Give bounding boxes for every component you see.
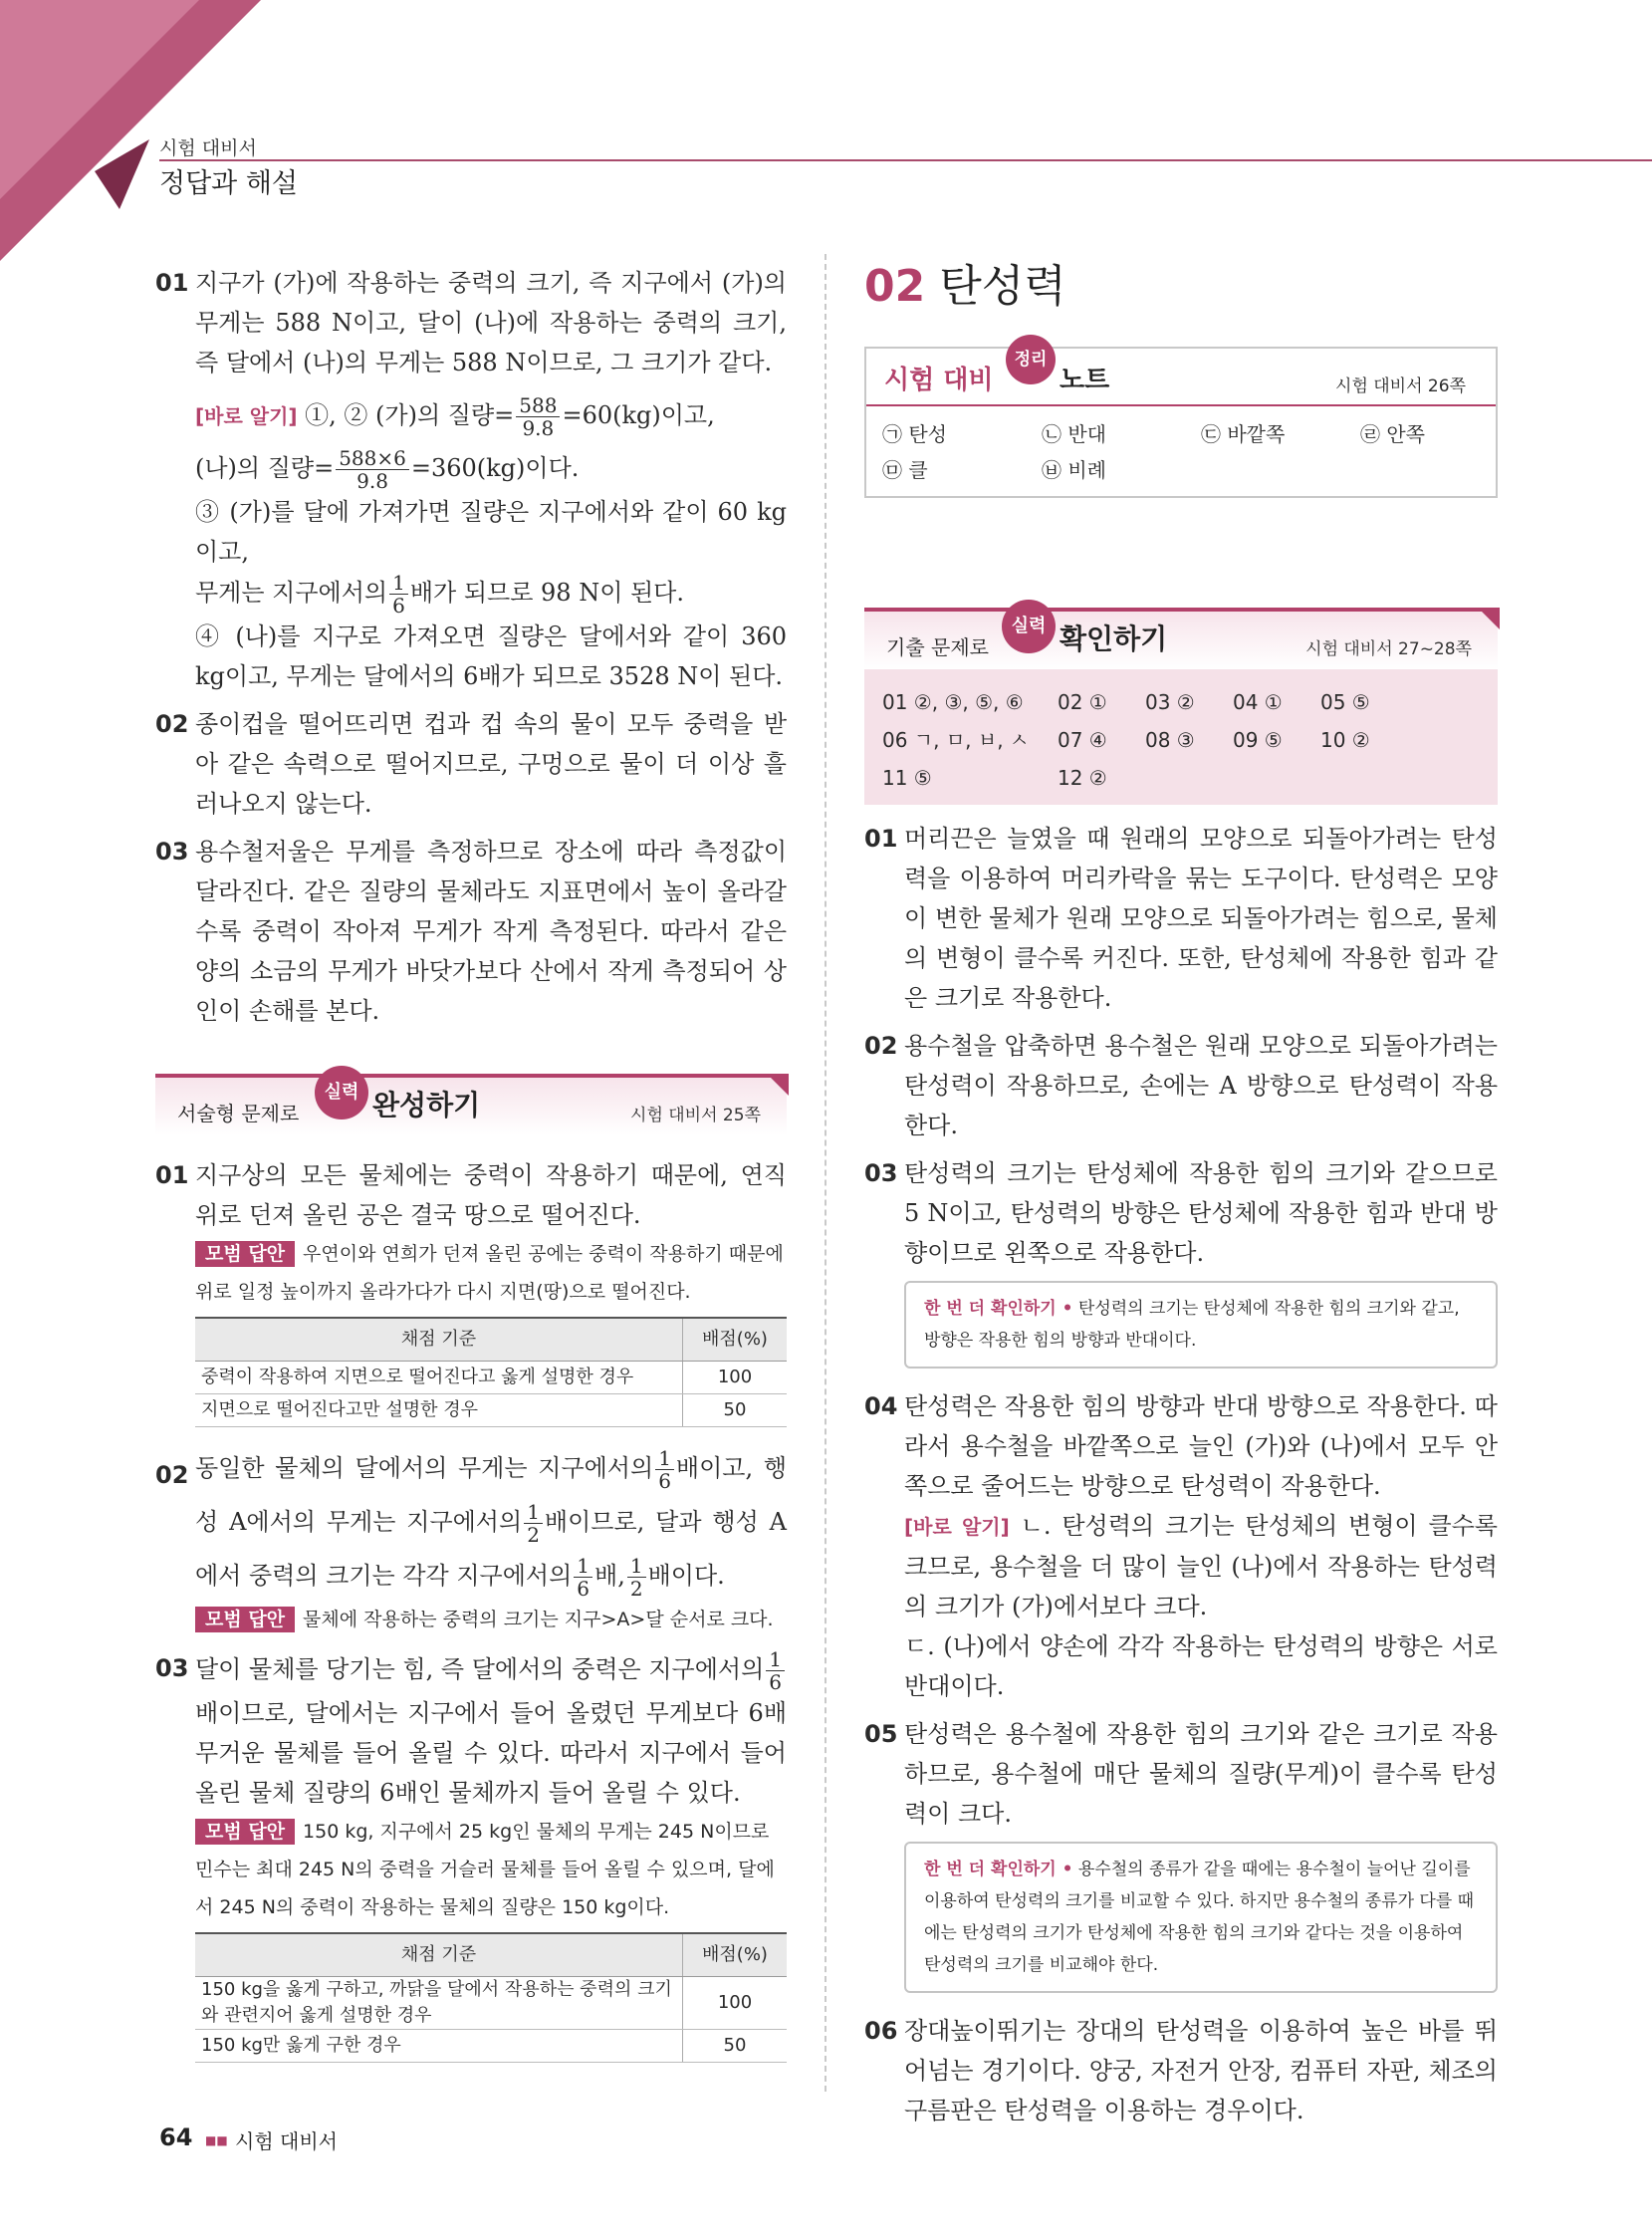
section-label: 서술형 문제로	[177, 1102, 300, 1125]
section-label: 기출 문제로	[886, 635, 989, 659]
fraction: $\frac{1}{2}$	[627, 1555, 646, 1600]
answer-key: 07 ④	[1058, 728, 1107, 752]
table-row	[195, 2030, 787, 2063]
note-title-a: 시험 대비	[884, 366, 994, 395]
note-item: ㉢ 바깥쪽	[1201, 422, 1286, 446]
table-row	[195, 1977, 787, 2030]
model-answer	[155, 1813, 787, 1926]
fraction: $\frac{1}{6}$	[766, 1648, 785, 1693]
model-answer-text: 우연이와 연희가 던져 올린 공에는 중력이 작용하기 때문에 위로 일정 높이까지 올라가다가 다시 지면(땅)으로 떨어진다.	[195, 1243, 784, 1303]
header-divider	[159, 159, 1652, 161]
fold-icon	[767, 1074, 789, 1096]
table-header: 배점(%)	[683, 1933, 788, 1977]
answer-key: 04 ①	[1233, 690, 1283, 714]
item-number: 03	[155, 1654, 189, 1682]
table-cell: 지면으로 떨어진다고만 설명한 경우	[195, 1394, 683, 1427]
table-cell: 100	[683, 1977, 788, 2030]
section-ref: 시험 대비서 27~28쪽	[1305, 639, 1472, 659]
model-answer	[155, 1235, 787, 1311]
section-ref: 시험 대비서 26쪽	[1335, 376, 1466, 396]
item-text: 용수철저울은 무게를 측정하므로 장소에 따라 측정값이 달라진다. 같은 질량의 물체라도 지표면에서 높이 올라갈수록 중력이 작아져 무게가 작게 측정된다. 따라서 같은 양의 소금의 무게가 바닷가보다 산에서 작게 측정되어 상인이 손해를 본다.	[195, 838, 787, 1025]
section-ref: 시험 대비서 25쪽	[630, 1106, 761, 1125]
fold-icon	[1478, 608, 1500, 629]
badge-icon: 정리	[1006, 335, 1056, 384]
line-text: ㄴ. 탄성력의 크기는 탄성체의 변형이 클수록 크므로, 용수철을 더 많이 늘인 (나)에서 작용하는 탄성력의 크기가 (가)에서보다 크다.	[904, 1512, 1498, 1620]
item-text: 용수철을 압축하면 용수철은 원래 모양으로 되돌아가려는 탄성력이 작용하므로, 손에는 A 방향으로 탄성력이 작용한다.	[904, 1032, 1498, 1139]
check-again-box	[904, 1281, 1498, 1369]
table-cell: 100	[683, 1362, 788, 1394]
badge-icon: 실력	[315, 1066, 368, 1120]
note-item: ㉣ 안쪽	[1360, 422, 1425, 446]
item-text: 머리끈은 늘였을 때 원래의 모양으로 되돌아가려는 탄성력을 이용하여 머리카락을 묶는 도구이다. 탄성력은 모양이 변한 물체가 원래 모양으로 되돌아가려는 힘으로, 물체의 변형이 클수록 커진다. 또한, 탄성체에 작용한 힘과 같은 크기로 작용한다.	[904, 825, 1498, 1012]
check-again-box	[904, 1842, 1498, 1993]
table-row	[195, 1394, 787, 1427]
item-number: 03	[864, 1159, 898, 1187]
chapter-name: 탄성력	[939, 261, 1066, 312]
answer-key: 12 ②	[1058, 766, 1107, 790]
line-text: =60(kg)이고,	[562, 401, 715, 429]
item-text: 탄성력의 크기는 탄성체에 작용한 힘의 크기와 같으므로 5 N이고, 탄성력의 방향은 탄성체에 작용한 힘과 반대 방향이므로 왼쪽으로 작용한다.	[904, 1159, 1498, 1267]
model-answer-tag: 모범 답안	[195, 1819, 295, 1845]
check-again-text: 탄성력의 크기는 탄성체에 작용한 힘의 크기와 같고, 방향은 작용한 힘의 방향과 반대이다.	[924, 1299, 1460, 1351]
item-number: 05	[864, 1720, 898, 1748]
item-text: 탄성력은 용수철에 작용한 힘의 크기와 같은 크기로 작용하므로, 용수철에 매단 물체의 질량(무게)이 클수록 탄성력이 크다.	[904, 1720, 1498, 1828]
page-number: 64	[159, 2123, 193, 2151]
baro-label: [바로 알기]	[195, 404, 298, 428]
exam-item-05	[864, 1714, 1498, 1834]
line-text: (나)의 질량=	[195, 454, 335, 482]
answer-key-grid	[882, 683, 1480, 797]
item-number: 02	[864, 1032, 898, 1060]
table-cell: 150 kg을 옳게 구하고, 까닭을 달에서 작용하는 중력의 크기와 관련지어 옳게 설명한 경우	[195, 1977, 683, 2030]
descriptive-item-01	[155, 1155, 787, 1235]
line-text: 배가 되므로 98 N이 된다.	[409, 579, 684, 607]
item-text: 지구가 (가)에 작용하는 중력의 크기, 즉 지구에서 (가)의 무게는 588 N이고, 달이 (나)에 작용하는 중력의 크기, 즉 달에서 (나)의 무게는 588 N이므로, 그 크기가 같다.	[195, 269, 787, 376]
model-answer-text: 150 kg, 지구에서 25 kg인 물체의 무게는 245 N이므로 민수는 최대 245 N의 중력을 거슬러 물체를 들어 올릴 수 있으며, 달에서 245 N의 중력이 작용하는 물체의 질량은 150 kg이다.	[195, 1821, 775, 1918]
summary-note-box	[864, 347, 1498, 498]
table-header: 채점 기준	[195, 1318, 683, 1362]
column-divider	[825, 254, 826, 2092]
bullet-icon: ■■	[205, 2133, 228, 2147]
answer-key: 08 ③	[1145, 728, 1195, 752]
item-number: 02	[155, 1461, 189, 1489]
exam-item-02	[864, 1026, 1498, 1145]
footer-label: 시험 대비서	[235, 2129, 338, 2153]
section-title: 확인하기	[1060, 622, 1168, 655]
exam-item-04	[864, 1386, 1498, 1706]
item-number: 01	[864, 825, 898, 853]
table-cell: 150 kg만 옳게 구한 경우	[195, 2030, 683, 2063]
badge-icon: 실력	[1002, 600, 1056, 653]
answer-key: 02 ①	[1058, 690, 1107, 714]
right-column	[864, 257, 1498, 2138]
answer-item-01	[155, 263, 787, 696]
answer-item-02	[155, 704, 787, 824]
note-items	[866, 406, 1496, 496]
note-item: ㉡ 반대	[1042, 422, 1106, 446]
header-title: 정답과 해설	[159, 168, 298, 199]
item-text: 종이컵을 떨어뜨리면 컵과 컵 속의 물이 모두 중력을 받아 같은 속력으로 떨어지므로, 구멍으로 물이 더 이상 흘러나오지 않는다.	[195, 710, 787, 818]
line-text: ④ (나)를 지구로 가져오면 질량은 달에서와 같이 360 kg이고, 무게는 달에서의 6배가 되므로 3528 N이 된다.	[195, 622, 787, 690]
line-text: 무게는 지구에서의	[195, 579, 388, 607]
note-item: ㉠ 탄성	[882, 422, 947, 446]
line-text: 달이 물체를 당기는 힘, 즉 달에서의 중력은 지구에서의	[195, 1655, 765, 1683]
line-text: 배이고, 행성 A에서의 무게는 지구에서의	[195, 1454, 788, 1536]
item-text: 지구상의 모든 물체에는 중력이 작용하기 때문에, 연직 위로 던져 올린 공은 결국 땅으로 떨어진다.	[195, 1161, 787, 1229]
model-answer	[155, 1601, 787, 1638]
note-item: ㉥ 비례	[1042, 458, 1106, 482]
check-again-label: 한 번 더 확인하기 •	[924, 1860, 1073, 1879]
baro-label: [바로 알기]	[904, 1515, 1010, 1539]
model-answer-tag: 모범 답안	[195, 1607, 295, 1632]
fraction: $\frac{1}{6}$	[574, 1555, 592, 1600]
grading-table	[195, 1317, 787, 1427]
exam-item-06	[864, 2011, 1498, 2130]
answer-key: 09 ⑤	[1233, 728, 1283, 752]
check-again-text: 용수철의 종류가 같을 때에는 용수철이 늘어난 길이를 이용하여 탄성력의 크기를 비교할 수 있다. 하지만 용수철의 종류가 다를 때에는 탄성력의 크기가 탄성체에 작용한 힘의 크기와 같다는 것을 이용하여 탄성력의 크기를 비교해야 한다.	[924, 1860, 1475, 1975]
item-text: 탄성력은 작용한 힘의 방향과 반대 방향으로 작용한다. 따라서 용수철을 바깥쪽으로 늘인 (가)와 (나)에서 모두 안쪽으로 줄어드는 방향으로 탄성력이 작용한다.	[904, 1392, 1498, 1500]
answer-key: 01 ②, ③, ⑤, ⑥	[882, 690, 1024, 714]
model-answer-text: 물체에 작용하는 중력의 크기는 지구>A>달 순서로 크다.	[303, 1609, 774, 1630]
table-cell: 중력이 작용하여 지면으로 떨어진다고 옳게 설명한 경우	[195, 1362, 683, 1394]
line-text: ③ (가)를 달에 가져가면 질량은 지구에서와 같이 60 kg이고,	[195, 498, 787, 566]
chapter-title	[864, 257, 1498, 317]
exam-item-01	[864, 819, 1498, 1018]
fraction: $\frac{588}{9.8}$	[516, 394, 560, 439]
descriptive-item-02	[155, 1441, 787, 1603]
corner-decoration	[0, 0, 269, 261]
check-again-label: 한 번 더 확인하기 •	[924, 1299, 1073, 1319]
line-text: 동일한 물체의 달에서의 무게는 지구에서의	[195, 1454, 654, 1482]
line-text: 배이므로, 달에서는 지구에서 들어 올렸던 무게보다 6배 무거운 물체를 들어 올릴 수 있다. 따라서 지구에서 들어 올린 물체 질량의 6배인 물체까지 들어 올릴 수 있다.	[195, 1699, 787, 1807]
line-text: ㄷ. (나)에서 양손에 각각 작용하는 탄성력의 방향은 서로 반대이다.	[904, 1632, 1498, 1700]
table-cell: 50	[683, 2030, 788, 2063]
fraction: $\frac{1}{6}$	[655, 1447, 674, 1492]
answer-key: 05 ⑤	[1320, 690, 1370, 714]
item-number: 04	[864, 1392, 898, 1420]
fraction: $\frac{588\times 6}{9.8}$	[336, 447, 409, 492]
line-text: =360(kg)이다.	[410, 454, 580, 482]
table-header: 채점 기준	[195, 1933, 683, 1977]
table-header: 배점(%)	[683, 1318, 788, 1362]
answer-key: 06 ㄱ, ㅁ, ㅂ, ㅅ	[882, 728, 1030, 752]
descriptive-item-03	[155, 1648, 787, 1813]
section-header-past-exam	[864, 608, 1498, 669]
table-row	[195, 1362, 787, 1394]
answer-key: 11 ⑤	[882, 766, 932, 790]
fraction: $\frac{1}{6}$	[389, 572, 408, 617]
line-text: ①, ② (가)의 질량=	[305, 401, 515, 429]
left-column-section	[155, 1074, 787, 2077]
header-small: 시험 대비서	[159, 137, 257, 159]
fraction: $\frac{1}{2}$	[524, 1501, 543, 1546]
answer-key: 10 ②	[1320, 728, 1370, 752]
item-number: 01	[155, 269, 189, 297]
section-header-descriptive	[155, 1074, 787, 1135]
line-text: 배,	[594, 1562, 625, 1590]
grading-table	[195, 1932, 787, 2063]
item-number: 02	[155, 710, 189, 738]
line-text: 배이다.	[647, 1562, 725, 1590]
summary-note-header	[866, 349, 1496, 406]
note-title-b: 노트	[1060, 366, 1110, 395]
chapter-number: 02	[864, 261, 926, 312]
table-cell: 50	[683, 1394, 788, 1427]
model-answer-tag: 모범 답안	[195, 1241, 295, 1267]
item-number: 01	[155, 1161, 189, 1189]
item-number: 06	[864, 2017, 898, 2045]
item-text: 장대높이뛰기는 장대의 탄성력을 이용하여 높은 바를 뛰어넘는 경기이다. 양궁, 자전거 안장, 컴퓨터 자판, 체조의 구름판은 탄성력을 이용하는 경우이다.	[904, 2017, 1498, 2124]
exam-item-03	[864, 1153, 1498, 1273]
note-item: ㉤ 클	[882, 458, 928, 482]
answer-item-03	[155, 832, 787, 1031]
item-number: 03	[155, 838, 189, 866]
answer-key-box	[864, 669, 1498, 805]
answer-key: 03 ②	[1145, 690, 1195, 714]
line-text: 배이므로, 달과 행성 A에서 중력의 크기는 각각 지구에서의	[195, 1508, 787, 1590]
left-column	[155, 263, 787, 1039]
section-title: 완성하기	[372, 1089, 481, 1121]
